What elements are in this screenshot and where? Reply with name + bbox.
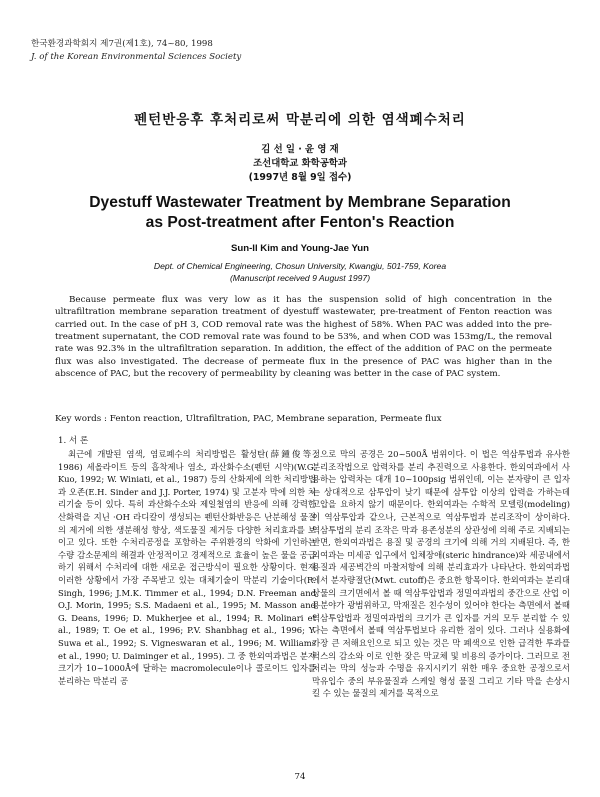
paper-title-english	[0, 193, 600, 233]
journal-citation-en: J. of the Korean Environmental Sciences Society	[31, 52, 242, 62]
authors-english: Sun-Il Kim and Young-Jae Yun	[230, 243, 370, 254]
journal-header	[31, 38, 241, 64]
title-english-line1: Dyestuff Wastewater Treatment by Membrane Separation	[89, 194, 511, 211]
body-column-right: 정으로 막의 공경은 20~500Å 범위이다. 이 법은 역삼투법과 유사한 분리조작법으로 압력차를 분리 추진력으로 사용한다. 한외여과에서 사용하는 압력차는 대개 10~100psig 범위인데, 이는 분자량이 큰 입자는 상대적으로 삼투압이 낮기 때문에 삼투압 이상의 압력을 가하는데 고압을 요하지 않기 때문이다. 한외여과는 수학적 모델링(modeling)이 역삼투압과 같으나, 근본적으로 역삼투법과 분리조작이 상이하다. 역삼투법의 분리 조작은 막과 용존성분의 상관성에 의해 주로 지배되는 반면, 한외여과법은 용질 및 공경의 크기에 의해 거의 지배된다. 즉, 한외여과는 미세공 입구에서 입체장애(steric hindrance)와 세공내에서 용질과 세공벽간의 마찰저항에 의해 분리효과가 나타난다. 한외여과법에서 분자량절단(Mwt. cutoff)은 중요한 항목이다. 한외여과는 분리대상물의 크기면에서 볼 때 역삼투압법과 정밀여과법의 중간으로 산업 이용분야가 광범위하고, 막재질은 친수성이 있어야 한다는 측면에서 볼때 역삼투압법과 정밀여과법의 크기가 큰 입자를 거의 모두 분리할 수 있다는 측면에서 볼때 역삼투법보다 유리한 점이 있다. 그러나 실용화에 가장 큰 저해요인으로 되고 있는 것은 막 폐색으로 인한 급격한 투과플럭스의 감소와 이로 인한 잦은 막교체 및 비용의 증가이다. 그러므로 전처리는 막의 성능과 수명을 유지시키기 위한 매우 중요한 공정으로서 막유입수 중의 부유물질과 스케일 형성 물질 그리고 기타 막을 손상시킬 수 있는 물질의 제거를 목적으로	[312, 449, 570, 699]
korean-author-block	[0, 143, 600, 185]
affiliation-korean: 조선대학교 화학공학과	[253, 158, 347, 169]
received-date-korean: (1997년 8월 9일 접수)	[248, 172, 352, 183]
body-column-left: 최근에 개발된 염색, 염료폐수의 처리방법은 활성탄(薛鍾俊等, 1986) 세올라이트 등의 흡착제나 염소, 과산화수소(펜턴 시약)(W.G. Kuo, 1992; W. Winiati, et al., 1987) 등의 산화제에 의한 처리방법과 오존(E.H. Sinder and J.J. Porter, 1974) 및 고분자 막에 의한 처리기술 등이 있다. 특히 과산화수소와 제일철염의 반응에 의해 강력한 산화력을 지닌 ·OH 라디칼이 생성되는 펜턴산화반응은 난분해성 물질의 제거에 의한 생분해성 향상, 색도물질 제거등 다양한 처리효과를 보이고 있다. 또한 수처리공정을 포함하는 주위환경의 악화에 기인하는 수량 감소문제의 해결과 안정적이고 경제적으로 효율이 높은 물을 공급하기 위해서 수처리에 대한 새로운 접근방식이 필요한 상황이다. 현재 이러한 상황에서 가장 주목받고 있는 대체기술이 막분리 기술이다(R. Singh, 1996; J.M.K. Timmer et al., 1994; D.N. Freeman and O.J. Morin, 1995; S.S. Madaeni et al., 1995; M. Masson and G. Deans, 1996; D. Mukherjee et al., 1994; R. Molinari et al., 1989; T. Oe et al., 1996; P.V. Shanbhag et al., 1996; Y. Suwa et al., 1992; S. Vigneswaran et al., 1996; M. Williams et al., 1990; U. Daiminger et al., 1995). 그 중 한외여과법은 분자크기가 10~1000Å에 달하는 macromolecule이나 콜로이드 입자를 분리하는 막분리 공	[58, 449, 316, 686]
title-english-line2: as Post-treatment after Fenton's Reaction	[145, 214, 455, 231]
received-date-english: (Manuscript received 9 August 1997)	[229, 273, 371, 283]
paper-title-korean: 펜턴반응후 후처리로써 막분리에 의한 염색폐수처리	[134, 112, 466, 128]
journal-citation-ko: 한국환경과학회지 제7권(제1호), 74~80, 1998	[31, 39, 213, 49]
english-affiliation-block	[0, 260, 600, 284]
section-heading-introduction: 1. 서 론	[58, 436, 89, 446]
authors-korean: 김 선 일 · 윤 영 재	[261, 144, 339, 155]
abstract: Because permeate flux was very low as it has the suspension solid of high concentration in the ultrafiltration membrane separation treatment of dyestuff wastewater, pre-treatment of Fenton reaction was carried out. In the case of pH 3, COD removal rate was the highest of 58%. When PAC was added into the pre-treatment supernatant, the COD removal rate was found to be 53%, and when COD was 153mg/L, the removal rate was 92.3% in the ultrafiltration separation. In addition, the effect of the addition of PAC on the permeate flux was also investigated. The decrease of permeate flux in the presence of PAC was higher than in the abscence of PAC, but the recovery of permeability by cleaning was better in the case of PAC system.	[55, 295, 552, 380]
page-number: 74	[294, 772, 306, 782]
affiliation-english: Dept. of Chemical Engineering, Chosun University, Kwangju, 501-759, Korea	[153, 261, 447, 271]
keywords: Key words : Fenton reaction, Ultrafiltration, PAC, Membrane separation, Permeate flux	[55, 414, 442, 424]
